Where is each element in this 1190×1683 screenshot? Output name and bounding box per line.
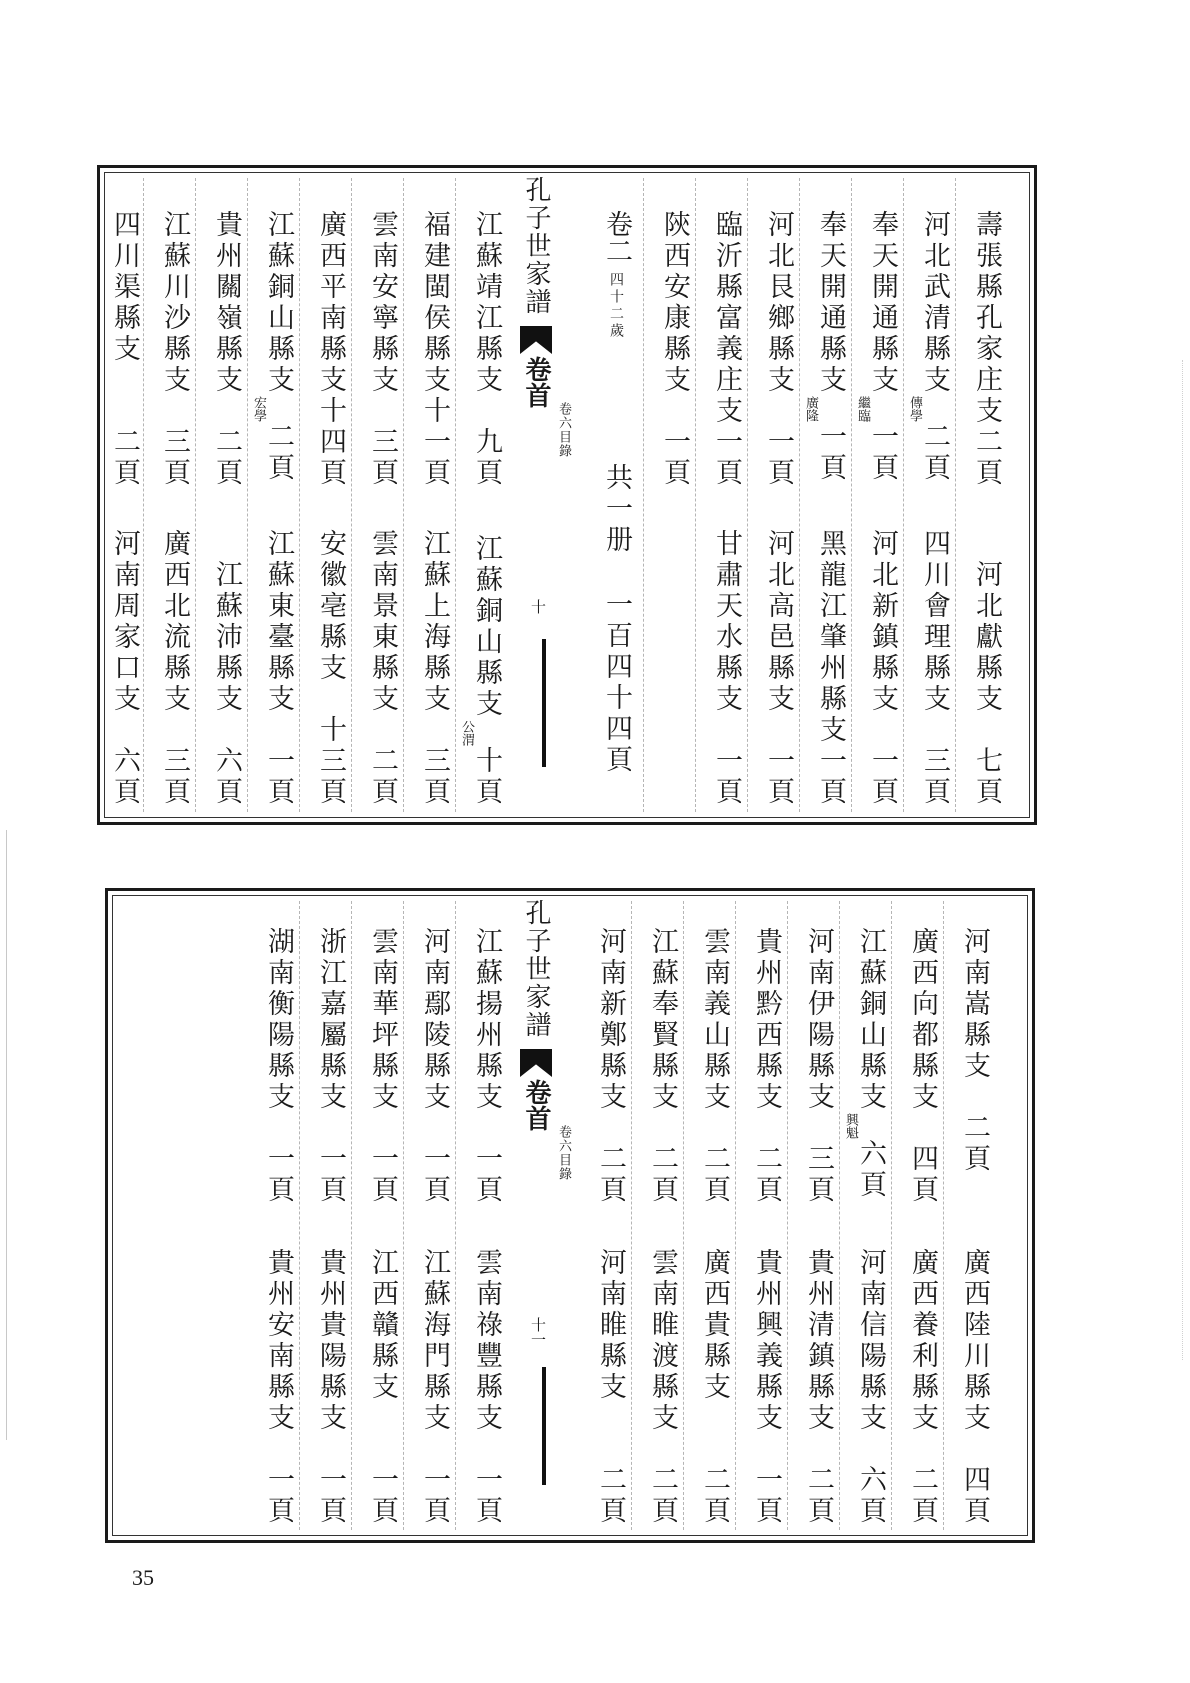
entry-secondary: 貴州清鎮縣支 二頁 xyxy=(803,1248,834,1527)
entry-primary: 廣西平南縣支十四頁 xyxy=(315,210,346,489)
entry-column xyxy=(304,927,356,1527)
entry-column xyxy=(960,210,1012,808)
entry-primary: 河南伊陽縣支 三頁 xyxy=(803,927,834,1206)
center-bar xyxy=(542,1367,546,1485)
entry-secondary: 四川會理縣支 三頁 xyxy=(919,529,950,808)
entry-column xyxy=(648,210,700,808)
juan-label: 卷首 xyxy=(521,356,551,408)
entry-column xyxy=(856,210,908,808)
center-bar xyxy=(542,639,546,767)
entry-column xyxy=(408,927,460,1527)
entry-primary: 江蘇揚州縣支 一頁 xyxy=(471,927,502,1206)
entry-secondary: 河北新鎮縣支 一頁 xyxy=(867,529,898,808)
entry-primary: 福建閩侯縣支十一頁 xyxy=(419,210,450,489)
entry-note: 興魁 xyxy=(843,1113,858,1139)
entry-note: 繼臨 xyxy=(855,396,870,422)
entry-primary: 雲南義山縣支 二頁 xyxy=(699,927,730,1206)
entry-column xyxy=(792,927,844,1527)
entry-column xyxy=(148,210,200,808)
entry-column xyxy=(460,210,512,808)
entry-secondary: 廣西貴縣支 二頁 xyxy=(699,1248,730,1527)
entry-primary: 湖南衡陽縣支 一頁 xyxy=(263,927,294,1206)
entry-primary: 廣西向都縣支 四頁 xyxy=(907,927,938,1206)
entry-secondary: 雲南祿豐縣支 一頁 xyxy=(471,1248,502,1527)
entry-primary: 江蘇靖江縣支 九頁 xyxy=(471,210,502,489)
entry-secondary: 河南睢縣支 二頁 xyxy=(595,1248,626,1527)
entry-primary: 貴州黔西縣支 二頁 xyxy=(751,927,782,1206)
entry-column xyxy=(200,210,252,808)
volume-age: 四十二歲 xyxy=(608,272,624,340)
entry-column xyxy=(584,927,636,1527)
page-top xyxy=(97,165,1037,825)
entry-primary: 河南鄢陵縣支 一頁 xyxy=(419,927,450,1206)
book-title: 孔子世家譜 xyxy=(521,899,551,1039)
entry-primary: 壽張縣孔家庄支二頁 xyxy=(971,210,1002,489)
entry-primary: 四川渠縣支 二頁 xyxy=(109,210,140,489)
entry-primary: 奉天開通縣支廣隆一頁 xyxy=(803,210,846,484)
entry-column xyxy=(908,210,960,808)
entry-secondary: 江西贛縣支 一頁 xyxy=(367,1248,398,1527)
folio-number: 十 xyxy=(529,599,547,614)
entry-primary: 奉天開通縣支繼臨一頁 xyxy=(855,210,898,484)
juan-label: 卷首 xyxy=(521,1079,551,1131)
entry-secondary: 雲南景東縣支 二頁 xyxy=(367,529,398,808)
entry-column xyxy=(688,927,740,1527)
scan-edge-right xyxy=(1182,360,1183,1360)
volume-column xyxy=(590,210,642,808)
entry-secondary: 雲南睢渡縣支 二頁 xyxy=(647,1248,678,1527)
volume-label: 卷二 xyxy=(601,210,632,264)
fishtail-mark xyxy=(520,326,552,354)
fishtail-mark xyxy=(520,1049,552,1077)
page-number: 35 xyxy=(132,1565,154,1590)
center-column xyxy=(518,897,578,1534)
entry-primary: 江蘇銅山縣支興魁六頁 xyxy=(843,927,886,1201)
entry-column xyxy=(700,210,752,808)
entry-secondary: 江蘇上海縣支 三頁 xyxy=(419,529,450,808)
entry-primary: 雲南華坪縣支 一頁 xyxy=(367,927,398,1206)
section-label: 卷六目錄 xyxy=(556,1125,571,1181)
entry-column xyxy=(252,210,304,808)
entry-secondary: 江蘇海門縣支 一頁 xyxy=(419,1248,450,1527)
entry-secondary: 甘肅天水縣支 一頁 xyxy=(711,529,742,808)
entry-secondary: 安徽亳縣支 十三頁 xyxy=(315,529,346,808)
entry-note: 公渭 xyxy=(459,720,474,746)
entry-column xyxy=(804,210,856,808)
entry-column xyxy=(356,927,408,1527)
entry-primary: 河南新鄭縣支 二頁 xyxy=(595,927,626,1206)
entry-secondary: 廣西陸川縣支 四頁 xyxy=(959,1248,990,1527)
entry-note: 傳學 xyxy=(907,396,922,422)
entry-secondary: 貴州興義縣支 一頁 xyxy=(751,1248,782,1527)
entry-secondary: 貴州安南縣支 一頁 xyxy=(263,1248,294,1527)
entry-column xyxy=(98,210,150,808)
folio-number: 十一 xyxy=(529,1317,547,1347)
entry-column xyxy=(844,927,896,1527)
entry-primary: 陝西安康縣支 一頁 xyxy=(659,210,690,489)
entry-primary: 江蘇川沙縣支 三頁 xyxy=(159,210,190,489)
entry-column xyxy=(740,927,792,1527)
entry-secondary: 河南信陽縣支 六頁 xyxy=(855,1248,886,1527)
entry-column xyxy=(252,927,304,1527)
entry-secondary: 江蘇沛縣支 六頁 xyxy=(211,560,242,808)
entry-primary: 江蘇銅山縣支宏學二頁 xyxy=(251,210,294,484)
section-label: 卷六目錄 xyxy=(556,402,571,458)
entry-column xyxy=(460,927,512,1527)
entry-note: 宏學 xyxy=(251,396,266,422)
scan-edge-left xyxy=(6,830,7,1440)
entry-note: 廣隆 xyxy=(803,396,818,422)
column-divider xyxy=(643,178,644,812)
entry-secondary: 河南周家口支 六頁 xyxy=(109,529,140,808)
entry-column xyxy=(636,927,688,1527)
entry-secondary: 黑龍江肇州縣支一頁 xyxy=(815,529,846,808)
entry-column xyxy=(408,210,460,808)
entry-primary: 江蘇奉賢縣支 二頁 xyxy=(647,927,678,1206)
page-bottom xyxy=(105,888,1035,1543)
entry-secondary: 河北獻縣支 七頁 xyxy=(971,560,1002,808)
entry-column xyxy=(896,927,948,1527)
entry-secondary: 河北高邑縣支 一頁 xyxy=(763,529,794,808)
entry-secondary: 江蘇東臺縣支 一頁 xyxy=(263,529,294,808)
entry-primary: 河北武清縣支傳學二頁 xyxy=(907,210,950,484)
entry-primary: 臨沂縣富義庄支一頁 xyxy=(711,210,742,489)
entry-column xyxy=(304,210,356,808)
entry-column xyxy=(752,210,804,808)
center-column xyxy=(518,174,578,816)
book-title: 孔子世家譜 xyxy=(521,176,551,316)
entry-column xyxy=(948,927,1000,1527)
entry-primary: 河北艮鄉縣支 一頁 xyxy=(763,210,794,489)
volume-count: 共一册 xyxy=(601,463,632,556)
entry-secondary: 廣西養利縣支 二頁 xyxy=(907,1248,938,1527)
entry-secondary: 貴州貴陽縣支 一頁 xyxy=(315,1248,346,1527)
entry-column xyxy=(356,210,408,808)
entry-primary: 貴州關嶺縣支 二頁 xyxy=(211,210,242,489)
entry-primary: 河南嵩縣支 二頁 xyxy=(959,927,990,1175)
entry-secondary: 江蘇銅山縣支公渭十頁 xyxy=(459,534,502,808)
entry-primary: 雲南安寧縣支 三頁 xyxy=(367,210,398,489)
volume-pages: 一百四十四頁 xyxy=(601,590,632,776)
entry-primary: 浙江嘉屬縣支 一頁 xyxy=(315,927,346,1206)
entry-secondary: 廣西北流縣支 三頁 xyxy=(159,529,190,808)
